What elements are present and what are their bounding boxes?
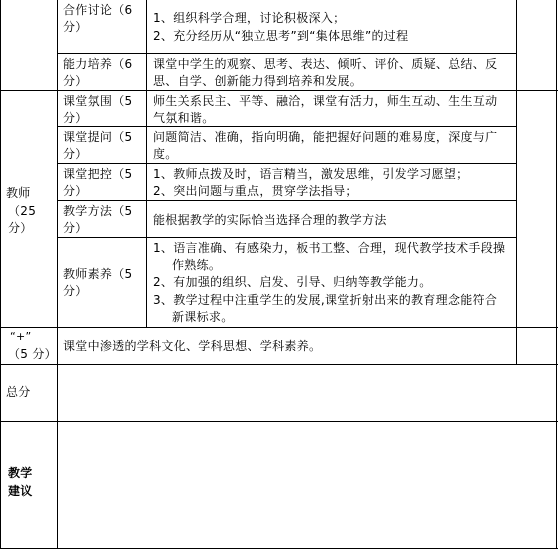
total-label: 总分: [6, 385, 31, 399]
criterion-label: 课堂提问（5: [63, 130, 133, 144]
criterion-label: 分）: [63, 221, 88, 235]
criterion-desc: 3、教学过程中注重学生的发展,课堂折射出来的教育理念能符合: [153, 293, 498, 307]
table-border: [556, 0, 557, 549]
table-border: [0, 327, 558, 328]
criterion-desc: 1、语言准确、有感染力，板书工整、合理，现代教学技术手段操: [153, 241, 506, 255]
criterion-desc: 师生关系民主、平等、融洽，课堂有活力，师生互动、生生互动: [153, 94, 498, 108]
group-score: （25: [8, 204, 37, 218]
criterion-desc: 思、自学、创新能力得到培养和发展。: [153, 74, 363, 88]
table-border: [57, 237, 517, 238]
criterion-desc: 度。: [153, 147, 178, 161]
criterion-desc: 课堂中学生的观察、思考、表达、倾听、评价、质疑、总结、反: [153, 57, 498, 71]
table-border: [57, 126, 517, 127]
advice-label: 建议: [8, 484, 33, 498]
criterion-label: 分）: [63, 147, 88, 161]
plus-score: （5 分）: [8, 347, 57, 361]
criterion-desc: 问题简洁、准确，指向明确，能把握好问题的难易度，深度与广: [153, 130, 498, 144]
criterion-desc: 作熟练。: [172, 258, 222, 272]
advice-label: 教学: [8, 466, 33, 480]
criterion-desc: 2、突出问题与重点，贯穿学法指导；: [153, 184, 358, 198]
table-border: [516, 0, 517, 364]
criterion-label: 分）: [63, 184, 88, 198]
plus-desc: 课堂中渗透的学科文化、学科思想、学科素养。: [63, 339, 322, 353]
criterion-label: 分）: [63, 284, 88, 298]
table-border: [0, 364, 558, 365]
table-border: [146, 0, 147, 327]
criterion-label: 课堂氛围（5: [63, 94, 133, 108]
criterion-label: 分）: [63, 111, 88, 125]
table-border: [57, 0, 58, 549]
criterion-label: 教学方法（5: [63, 204, 133, 218]
plus-label: “+”: [10, 330, 32, 343]
criterion-label: 分）: [63, 20, 88, 34]
table-border: [57, 163, 517, 164]
criterion-desc: 2、充分经历从“独立思考”到“集体思维”的过程: [153, 29, 409, 43]
group-score: 分）: [8, 221, 33, 235]
criterion-desc: 2、有加强的组织、启发、引导、归纳等教学能力。: [153, 275, 432, 289]
criterion-label: 教师素养（5: [63, 267, 133, 281]
criterion-label: 能力培养（6: [63, 57, 133, 71]
table-border: [0, 421, 558, 422]
criterion-desc: 能根据教学的实际恰当选择合理的教学方法: [153, 213, 387, 227]
group-label: 教师: [6, 186, 31, 200]
table-border: [57, 200, 517, 201]
criterion-label: 分）: [63, 74, 88, 88]
table-border: [57, 53, 517, 54]
criterion-desc: 新课标求。: [172, 310, 234, 324]
criterion-desc: 气氛和谐。: [153, 111, 215, 125]
criterion-desc: 1、教师点拨及时，语言精当，激发思维，引发学习愿望；: [153, 167, 469, 181]
criterion-label: 合作讨论（6: [63, 3, 133, 17]
criterion-desc: 1、组织科学合理，讨论积极深入；: [153, 11, 346, 25]
criterion-label: 课堂把控（5: [63, 167, 133, 181]
table-border: [0, 0, 1, 549]
table-border: [0, 90, 558, 91]
